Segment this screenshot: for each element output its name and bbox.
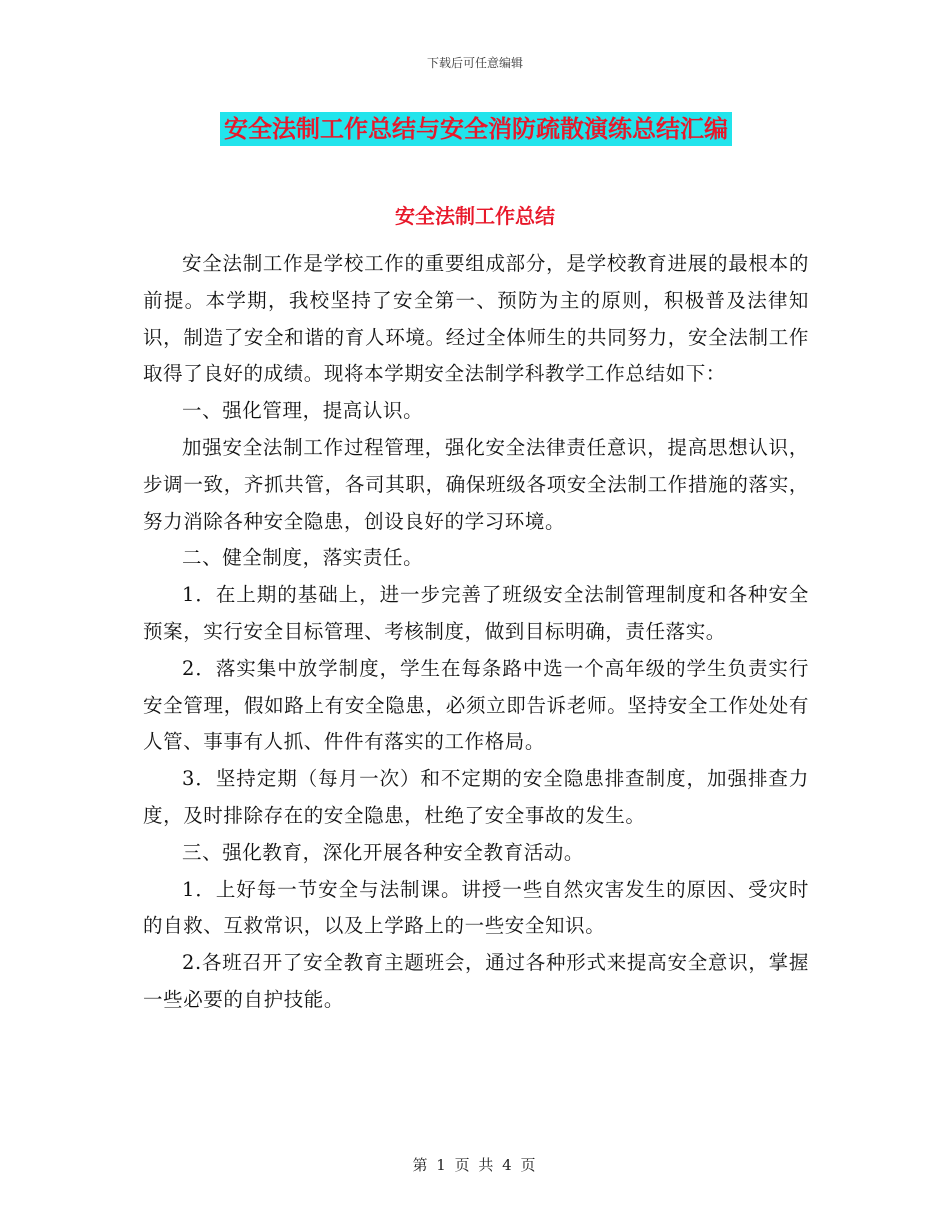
body-text	[143, 246, 809, 1019]
list-item: 2.各班召开了安全教育主题班会，通过各种形式来提高安全意识，掌握一些必要的自护技能。	[143, 951, 809, 1011]
paragraph: 安全法制工作是学校工作的重要组成部分，是学校教育进展的最根本的前提。本学期，我校坚持了安全第一、预防为主的原则，积极普及法律知识，制造了安全和谐的育人环境。经过全体师生的共同努力，安全法制工作取得了良好的成绩。现将本学期安全法制学科教学工作总结如下：	[143, 252, 809, 386]
list-item: 2．落实集中放学制度，学生在每条路中选一个高年级的学生负责实行安全管理，假如路上有安全隐患，必须立即告诉老师。坚持安全工作处处有人管、事事有人抓、件件有落实的工作格局。	[143, 656, 809, 754]
section-heading: 二、健全制度，落实责任。	[182, 546, 424, 570]
section-subtitle: 安全法制工作总结	[395, 204, 555, 228]
header-note: 下载后可任意编辑	[426, 56, 523, 70]
page-number: 第 1 页 共 4 页	[412, 1156, 538, 1174]
list-item: 3．坚持定期（每月一次）和不定期的安全隐患排查制度，加强排查力度，及时排除存在的安全隐患，杜绝了安全事故的发生。	[143, 767, 809, 827]
section-heading: 三、强化教育，深化开展各种安全教育活动。	[182, 840, 585, 864]
document-title: 安全法制工作总结与安全消防疏散演练总结汇编	[220, 112, 732, 146]
section-heading: 一、强化管理，提高认识。	[182, 399, 424, 423]
list-item: 1．上好每一节安全与法制课。讲授一些自然灾害发生的原因、受灾时的自救、互救常识，以及上学路上的一些安全知识。	[143, 877, 809, 938]
paragraph: 加强安全法制工作过程管理，强化安全法律责任意识，提高思想认识，步调一致，齐抓共管，各司其职，确保班级各项安全法制工作措施的落实，努力消除各种安全隐患，创设良好的学习环境。	[143, 435, 809, 533]
list-item: 1．在上期的基础上，进一步完善了班级安全法制管理制度和各种安全预案，实行安全目标管理、考核制度，做到目标明确，责任落实。	[143, 583, 809, 643]
